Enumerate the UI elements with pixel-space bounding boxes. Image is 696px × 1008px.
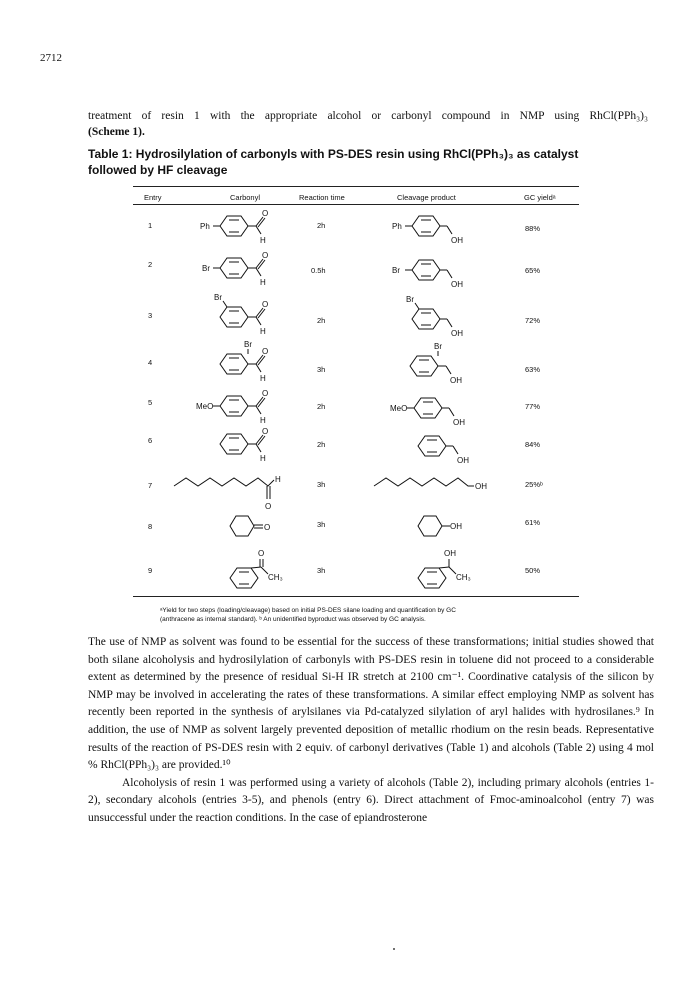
- page-number: 2712: [40, 52, 62, 64]
- atom-label: OH: [457, 456, 469, 465]
- atom-label: O: [262, 389, 269, 398]
- entry-5: 5: [148, 398, 153, 407]
- yield-2: 65%: [525, 266, 541, 275]
- header-product: Cleavage product: [397, 193, 456, 202]
- atom-label: H: [275, 475, 281, 484]
- structure-carbonyl-3: [210, 290, 286, 336]
- atom-label: Br: [214, 293, 222, 302]
- atom-label: H: [260, 236, 266, 245]
- entry-1: 1: [148, 221, 153, 230]
- atom-label: MeO: [196, 402, 214, 411]
- atom-label: O: [264, 523, 271, 532]
- structure-product-2: [392, 254, 482, 294]
- atom-label: Ph: [200, 222, 210, 231]
- yield-4: 63%: [525, 365, 541, 374]
- structure-carbonyl-5: [196, 390, 286, 426]
- yield-7: 25%ᵇ: [525, 480, 543, 489]
- atom-label: OH: [475, 482, 487, 491]
- yield-3: 72%: [525, 316, 541, 325]
- structure-product-6: [414, 430, 484, 470]
- yield-1: 88%: [525, 224, 541, 233]
- time-8: 3h: [317, 520, 326, 529]
- atom-label: OH: [450, 522, 462, 531]
- atom-label: O: [258, 549, 265, 558]
- atom-label: O: [262, 209, 269, 218]
- structure-carbonyl-2: [196, 252, 286, 288]
- yield-6: 84%: [525, 440, 541, 449]
- paragraph-1: The use of NMP as solvent was found to be essential for the success of these transformations; initial studies showed that both silane alcoholysis and hydrosilylation of carbonyls with PS-DES resin in toluene did not proceed to a considerable extent as determined by the presence of residual Si-H IR stretch at 2100 cm⁻¹. Coordinative catalysis of the silicon by NMP may be involved in accelerating the rates of these transformations. A similar effect employing NMP as solvent has recently been reported in the synthesis of arylsilanes via Pd-catalyzed silylation of aryl halides with hydrosilanes.⁹ In addition, the use of NMP as solvent largely prevented deposition of metallic rhodium on the resin beads. Representative results of the reaction of PS-DES resin with 2 equiv. of carbonyl derivatives (Table 1) and alcohols (Table 2) using 4 mol % RhCl(PPh₃)₃ are provided.¹⁰: [88, 636, 654, 772]
- structure-carbonyl-4: [216, 338, 286, 384]
- entry-3: 3: [148, 311, 153, 320]
- atom-label: OH: [444, 549, 456, 558]
- atom-label: H: [260, 374, 266, 383]
- table-footnote: [160, 606, 580, 624]
- atom-label: OH: [451, 329, 463, 338]
- header-carbonyl: Carbonyl: [230, 193, 261, 202]
- atom-label: OH: [451, 236, 463, 245]
- table-top-rule: [133, 186, 579, 187]
- atom-label: CH₃: [456, 573, 471, 582]
- entry-7: 7: [148, 481, 153, 490]
- time-2: 0.5h: [311, 266, 326, 275]
- atom-label: Br: [406, 295, 414, 304]
- table-header-rule: [133, 204, 579, 205]
- header-time: Reaction time: [299, 193, 345, 202]
- structure-product-8: [414, 512, 484, 542]
- entry-2: 2: [148, 260, 153, 269]
- structure-product-3: [400, 292, 480, 340]
- atom-label: Ph: [392, 222, 402, 231]
- table-title-line-1: Table 1: Hydrosilylation of carbonyls with PS-DES resin using RhCl(PPh₃)₃ as catalyst: [88, 147, 579, 161]
- structure-carbonyl-8: [226, 512, 286, 542]
- intro-line-1: treatment of resin 1 with the appropriate alcohol or carbonyl compound in NMP using RhCl(PPh₃)₃: [88, 110, 648, 122]
- paragraph-2: Alcoholysis of resin 1 was performed using a variety of alcohols (Table 2), including primary alcohols (entries 1-2), secondary alcohols (entries 3-5), and phenols (entry 6). Direct attachment of Fmoc-aminoalcohol (entry 7) was unsuccessful under the reaction conditions. In the case of epiandrosterone: [88, 776, 654, 824]
- atom-label: O: [265, 502, 272, 511]
- entry-8: 8: [148, 522, 153, 531]
- structure-product-7: [370, 472, 500, 502]
- atom-label: Br: [434, 342, 442, 351]
- atom-label: O: [262, 251, 269, 260]
- structure-carbonyl-6: [216, 428, 286, 464]
- structure-product-4: [402, 340, 482, 386]
- structure-product-5: [390, 392, 480, 432]
- table-title-line-2: followed by HF cleavage: [88, 163, 228, 177]
- atom-label: H: [260, 278, 266, 287]
- header-yield: GC yieldᵃ: [524, 193, 556, 202]
- structure-product-1: [392, 210, 482, 250]
- yield-9: 50%: [525, 566, 541, 575]
- atom-label: Br: [392, 266, 400, 275]
- entry-6: 6: [148, 436, 153, 445]
- atom-label: Br: [244, 340, 252, 349]
- atom-label: OH: [451, 280, 463, 289]
- atom-label: O: [262, 427, 269, 436]
- atom-label: H: [260, 416, 266, 425]
- page-mark: [393, 948, 395, 950]
- table-title: [88, 146, 658, 178]
- atom-label: CH₃: [268, 573, 283, 582]
- atom-label: MeO: [390, 404, 408, 413]
- structure-product-9: [414, 548, 484, 590]
- intro-line-2: (Scheme 1).: [88, 126, 145, 138]
- atom-label: H: [260, 327, 266, 336]
- footnote-line-2: (anthracene as internal standard). ᵇ An unidentified byproduct was observed by GC analysis.: [160, 616, 426, 623]
- yield-5: 77%: [525, 402, 541, 411]
- time-6: 2h: [317, 440, 326, 449]
- atom-label: O: [262, 300, 269, 309]
- structure-carbonyl-7: [170, 472, 290, 512]
- entry-9: 9: [148, 566, 153, 575]
- table-bottom-rule: [133, 596, 579, 597]
- intro-text: [88, 108, 648, 140]
- time-9: 3h: [317, 566, 326, 575]
- time-5: 2h: [317, 402, 326, 411]
- footnote-line-1: ᵃYield for two steps (loading/cleavage) based on initial PS-DES silane loading and quantification by GC: [160, 607, 456, 614]
- structure-carbonyl-1: [196, 210, 286, 246]
- yield-8: 61%: [525, 518, 541, 527]
- structure-carbonyl-9: [226, 548, 296, 588]
- time-3: 2h: [317, 316, 326, 325]
- atom-label: O: [262, 347, 269, 356]
- entry-4: 4: [148, 358, 153, 367]
- atom-label: H: [260, 454, 266, 463]
- body-text: [88, 634, 654, 828]
- time-7: 3h: [317, 480, 326, 489]
- time-1: 2h: [317, 221, 326, 230]
- atom-label: Br: [202, 264, 210, 273]
- atom-label: OH: [453, 418, 465, 427]
- atom-label: OH: [450, 376, 462, 385]
- time-4: 3h: [317, 365, 326, 374]
- header-entry: Entry: [144, 193, 162, 202]
